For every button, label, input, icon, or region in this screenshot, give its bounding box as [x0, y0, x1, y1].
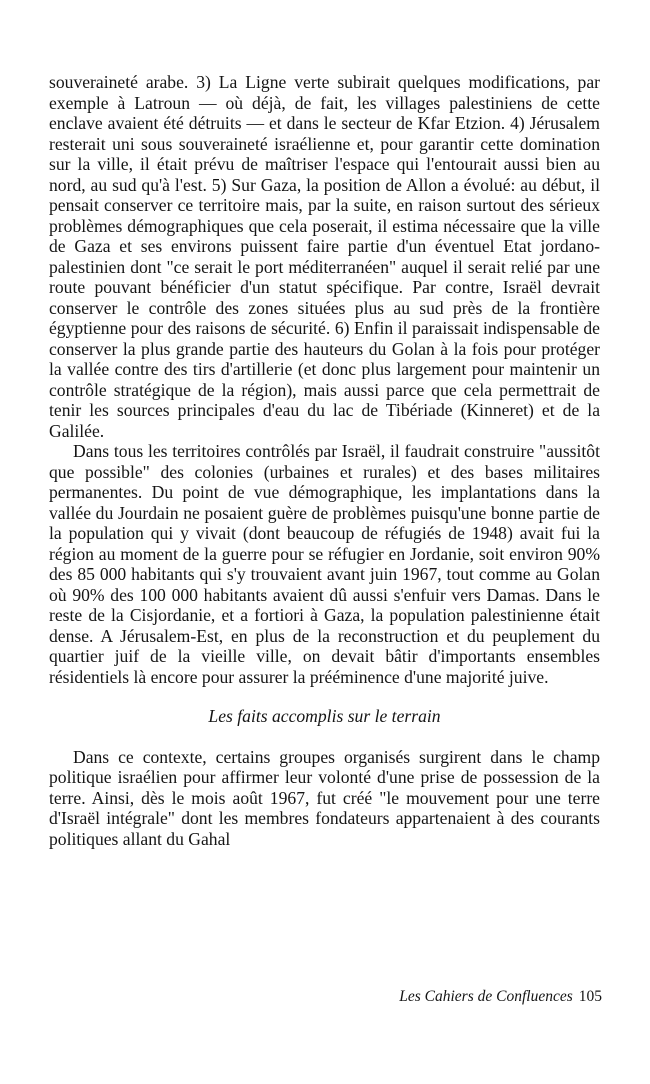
page-body: [49, 72, 600, 849]
section-heading: Les faits accomplis sur le terrain: [208, 706, 441, 726]
page-footer: [399, 988, 602, 1006]
paragraph-1: souveraineté arabe. 3) La Ligne verte subirait quelques modifications, par exemple à Latroun — où déjà, de fait, les villages palestiniens de cette enclave avaient été détruits — et dans le secteur de Kfar Etzion. 4) Jérusalem resterait uni sous souveraineté israélienne et, pour garantir cette domination sur la ville, il était prévu de maîtriser l'espace qui l'entourait aussi bien au nord, au sud qu'à l'est. 5) Sur Gaza, la position de Allon a évolué: au début, il pensait conserver ce territoire mais, par la suite, en raison surtout des sérieux problèmes démographiques que cela poserait, il estima nécessaire que la ville de Gaza et ses environs puissent faire partie d'un éventuel Etat jordano-palestinien dont "ce serait le port méditerranéen" auquel il serait relié par une route pouvant bénéficier d'un statut spécifique. Par contre, Israël devrait conserver le contrôle des zones situées plus au sud près de la frontière égyptienne pour des raisons de sécurité. 6) Enfin il paraissait indispensable de conserver la plus grande partie des hauteurs du Golan à la fois pour protéger la vallée contre des tirs d'artillerie (et donc plus largement pour maintenir un contrôle stratégique de la région), mais aussi parce que cela permettrait de tenir les sources principales d'eau du lac de Tibériade (Kinneret) et de la Galilée.: [49, 72, 600, 441]
journal-title: Les Cahiers de Confluences: [399, 988, 573, 1005]
paragraph-3: Dans ce contexte, certains groupes organisés surgirent dans le champ politique israélien pour affirmer leur volonté d'une prise de possession de la terre. Ainsi, dès le mois août 1967, fut créé "le mouvement pour une terre d'Israël intégrale" dont les membres fondateurs appartenaient à des courants politiques allant du Gahal: [49, 746, 600, 849]
page-number: 105: [578, 988, 602, 1005]
paragraph-2: Dans tous les territoires contrôlés par Israël, il faudrait construire "aussitôt que possible" des colonies (urbaines et rurales) et des bases militaires permanentes. Du point de vue démographique, les implantations dans la vallée du Jourdain ne posaient guère de problèmes puisqu'une bonne partie de la population qui y vivait (dont beaucoup de réfugiés de 1948) avait fui la région au moment de la guerre pour se réfugier en Jordanie, soit environ 90% des 85 000 habitants qui s'y trouvaient avant juin 1967, tout comme au Golan où 90% des 100 000 habitants avaient dû aussi s'enfuir vers Damas. Dans le reste de la Cisjordanie, et a fortiori à Gaza, la population palestinienne était dense. A Jérusalem-Est, en plus de la reconstruction et du peuplement du quartier juif de la vieille ville, on devait bâtir d'importants ensembles résidentiels là encore pour assurer la prééminence d'une majorité juive.: [49, 441, 600, 687]
